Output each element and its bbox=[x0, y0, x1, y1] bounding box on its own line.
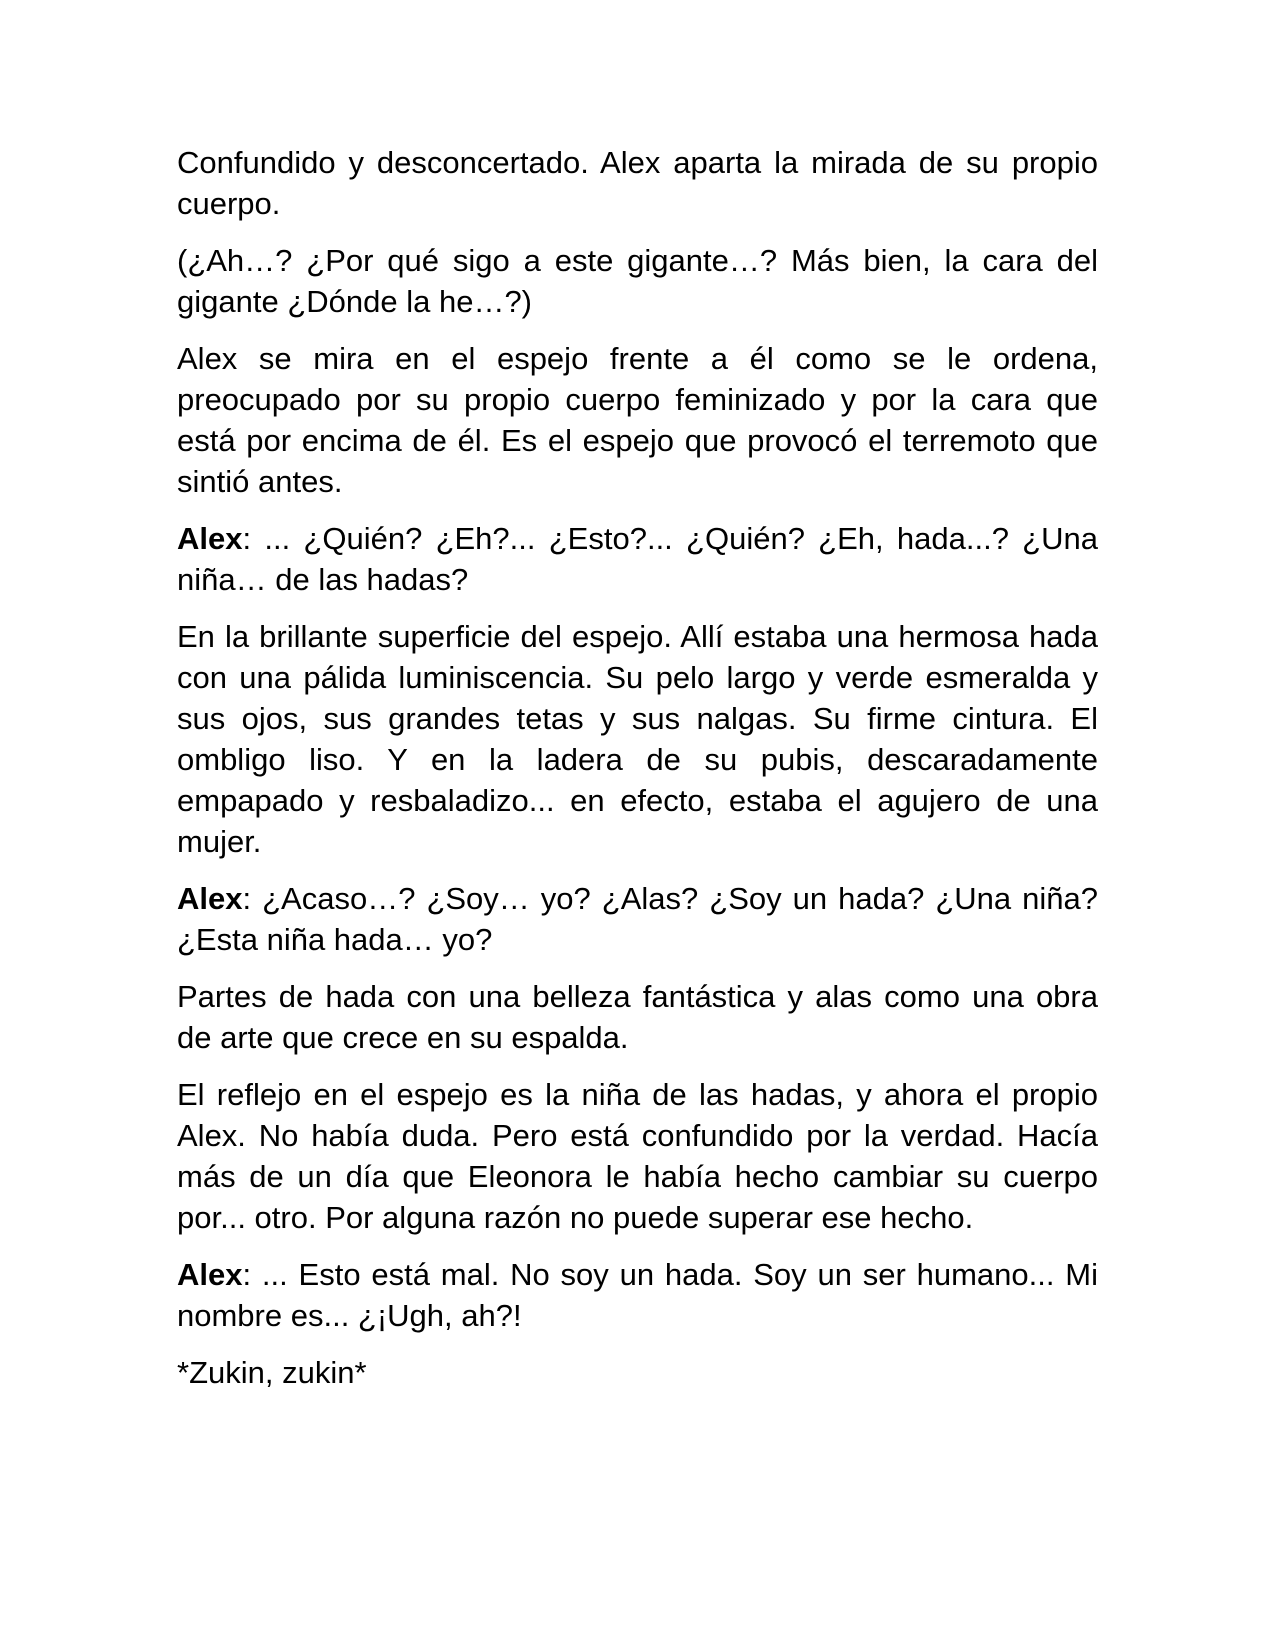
sound-effect-line bbox=[177, 1352, 1098, 1393]
paragraph-2 bbox=[177, 240, 1098, 322]
dialogue-line-3 bbox=[177, 1254, 1098, 1336]
dialogue-text: : ... Esto está mal. No soy un hada. Soy un ser humano... Mi nombre es... ¿¡Ugh, ah?! bbox=[177, 1257, 1098, 1333]
paragraph-text: Confundido y desconcertado. Alex aparta la mirada de su propio cuerpo. bbox=[177, 145, 1098, 221]
paragraph-text: En la brillante superficie del espejo. Allí estaba una hermosa hada con una pálida luminiscencia. Su pelo largo y verde esmeralda y sus ojos, sus grandes tetas y sus nalgas. Su firme cintura. El ombligo liso. Y en la ladera de su pubis, descaradamente empapado y resbaladizo... en efecto, estaba el agujero de una mujer. bbox=[177, 619, 1098, 859]
dialogue-line-2 bbox=[177, 878, 1098, 960]
paragraph-text: Partes de hada con una belleza fantástica y alas como una obra de arte que crece en su espalda. bbox=[177, 979, 1098, 1055]
dialogue-line-1 bbox=[177, 518, 1098, 600]
dialogue-text: : ¿Acaso…? ¿Soy… yo? ¿Alas? ¿Soy un hada? ¿Una niña? ¿Esta niña hada… yo? bbox=[177, 881, 1098, 957]
speaker-name: Alex bbox=[177, 1257, 243, 1292]
paragraph-6 bbox=[177, 1074, 1098, 1238]
speaker-name: Alex bbox=[177, 521, 243, 556]
paragraph-text: El reflejo en el espejo es la niña de las hadas, y ahora el propio Alex. No había duda. Pero está confundido por la verdad. Hacía más de un día que Eleonora le había hecho cambiar su cuerpo por... otro. Por alguna razón no puede superar ese hecho. bbox=[177, 1077, 1098, 1235]
dialogue-text: : ... ¿Quién? ¿Eh?... ¿Esto?... ¿Quién? ¿Eh, hada...? ¿Una niña… de las hadas? bbox=[177, 521, 1098, 597]
paragraph-text: (¿Ah…? ¿Por qué sigo a este gigante…? Más bien, la cara del gigante ¿Dónde la he…?) bbox=[177, 243, 1098, 319]
paragraph-text: Alex se mira en el espejo frente a él como se le ordena, preocupado por su propio cuerpo feminizado y por la cara que está por encima de él. Es el espejo que provocó el terremoto que sintió antes. bbox=[177, 341, 1098, 499]
document-page bbox=[177, 142, 1098, 1409]
paragraph-3 bbox=[177, 338, 1098, 502]
paragraph-4 bbox=[177, 616, 1098, 862]
paragraph-text: *Zukin, zukin* bbox=[177, 1355, 367, 1390]
speaker-name: Alex bbox=[177, 881, 243, 916]
paragraph-5 bbox=[177, 976, 1098, 1058]
paragraph-1 bbox=[177, 142, 1098, 224]
